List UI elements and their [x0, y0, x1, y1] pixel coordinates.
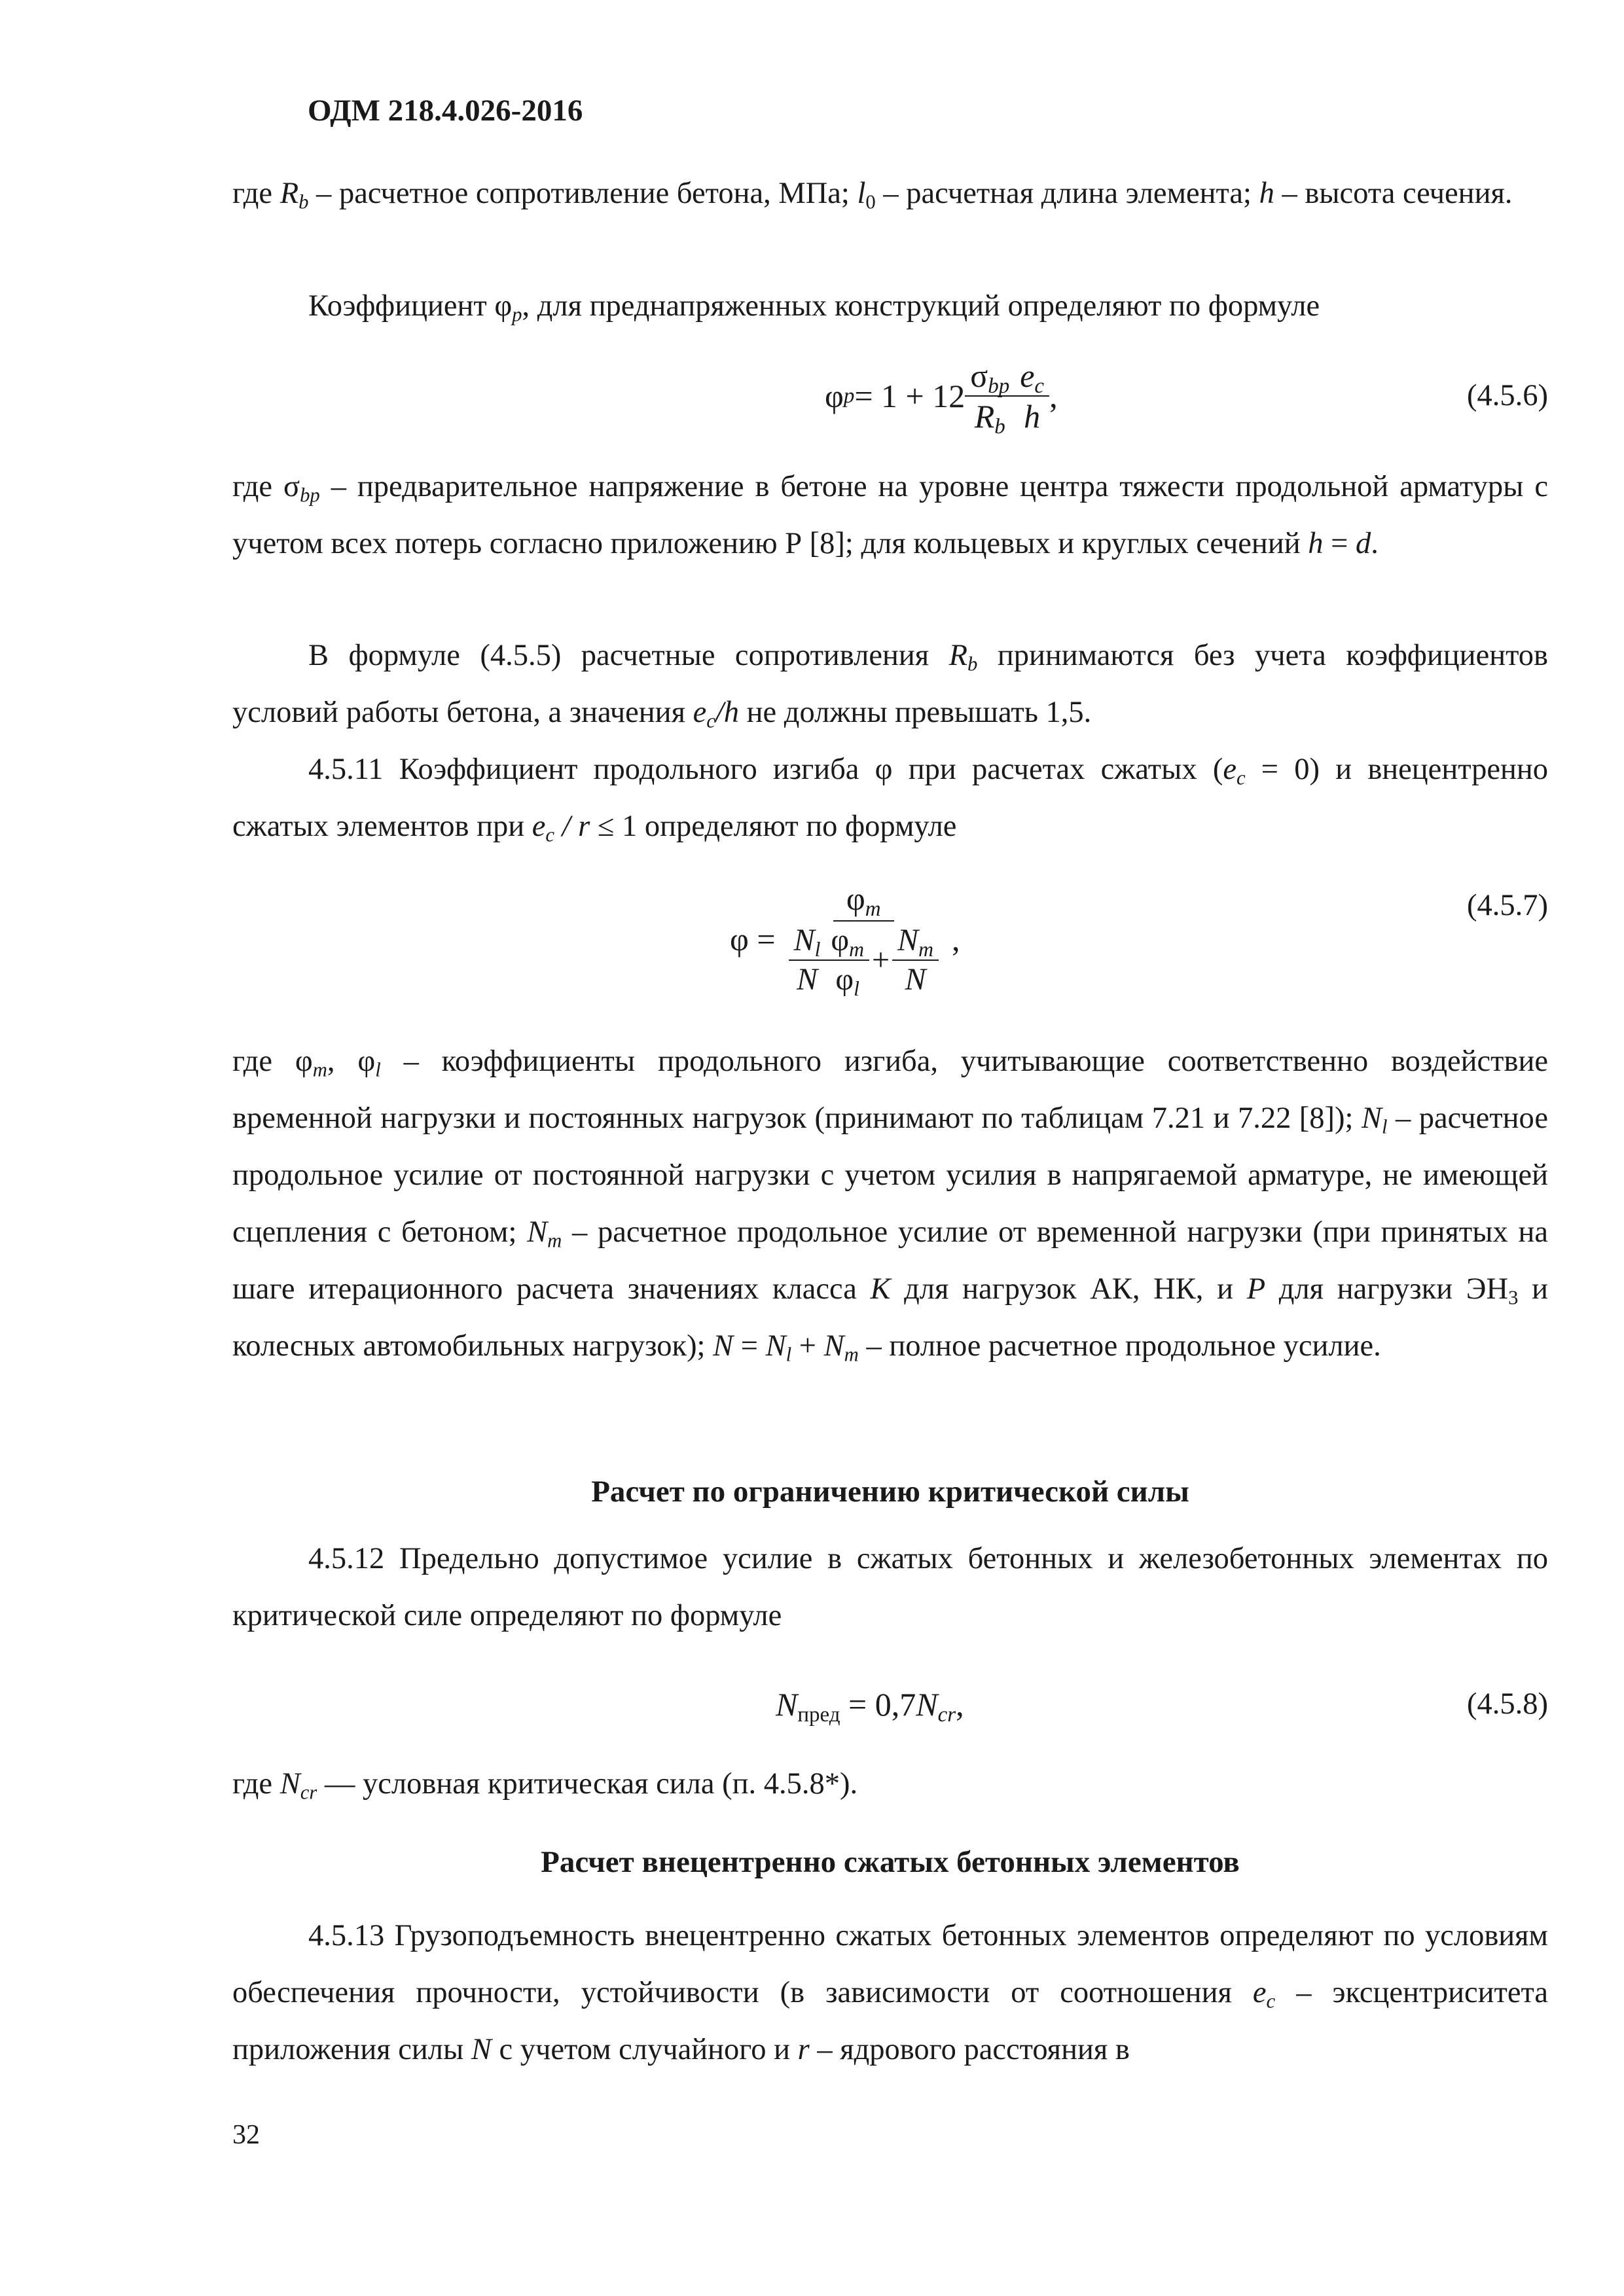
- paragraph-4-5-12: 4.5.12 Предельно допустимое усилие в сжатых бетонных и железобетонных элементах по критической силе определяют по формуле: [232, 1542, 1548, 1632]
- paragraph-4-5-13: 4.5.13 Грузоподъемность внецентренно сжатых бетонных элементов определяют по условиям обеспечения прочности, устойчивости (в зависимости от соотношения $e_c$ – эксцентриситета приложения силы N с учетом случайного и r – ядрового расстояния в: [232, 1919, 1548, 2066]
- paragraph-4-5-11: 4.5.11 Коэффициент продольного изгиба φ при расчетах сжатых $(e_c = 0)$ и внецентренно сжатых элементов при $e_c / r \le 1$ определяют по формуле: [232, 753, 1548, 846]
- section-heading-eccentric-concrete: Расчет внецентренно сжатых бетонных элементов: [541, 1845, 1240, 1879]
- paragraph-phi-p-intro: Коэффициент $\varphi_p$, для преднапряженных конструкций определяют по формуле: [308, 289, 1320, 326]
- paragraph-rb-definition: где $R_b$ – расчетное сопротивление бетона, МПа; $l_0$ – расчетная длина элемента; h – высота сечения.: [232, 177, 1513, 213]
- paragraph-phi-m-definition: где $\varphi_m$, $\varphi_l$ – коэффициенты продольного изгиба, учитывающие соответственно воздействие временной нагрузки и постоянных нагрузок (принимают по таблицам 7.21 и 7.22 [8]); $N_l$ – расчетное продольное усилие от постоянной нагрузки с учетом усилия в напрягаемой арматуре, не имеющей сцепления с бетоном; $N_m$ – расчетное продольное усилие от временной нагрузки (при принятых на шаге итерационного расчета значениях класса К для нагрузок АК, НК, и Р для нагрузки $ЭН_3$ и колесных автомобильных нагрузок); $N = N_l + N_m$ – полное расчетное продольное усилие.: [232, 1045, 1549, 1366]
- section-heading-critical-force: Расчет по ограничению критической силы: [591, 1475, 1189, 1509]
- page-header: ОДМ 218.4.026-2016: [308, 94, 583, 128]
- formula-number: (4.5.7): [1467, 889, 1548, 922]
- formula-number: (4.5.8): [1467, 1687, 1548, 1721]
- paragraph-ncr-definition: где $N_{cr}$ — условная критическая сила (п. 4.5.8*).: [232, 1767, 858, 1804]
- paragraph-formula-note: В формуле (4.5.5) расчетные сопротивления $R_b$ принимаются без учета коэффициентов условий работы бетона, а значения $e_c/h$ не должны превышать 1,5.: [232, 639, 1549, 732]
- formula-4-5-8: $N_{пред} = 0,7N_{cr}$, (4.5.8): [776, 1686, 1548, 1727]
- paragraph-sigma-bp-definition: где $\sigma_{bp}$ – предварительное напряжение в бетоне на уровне центра тяжести продольной арматуры с учетом всех потерь согласно приложению Р [8]; для кольцевых и круглых сечений h = d.: [232, 470, 1548, 560]
- formula-number: (4.5.6): [1467, 379, 1548, 412]
- formula-4-5-7: φ = $\varphi_m$ $\frac{N_l}{N}$ $\frac{\varphi_m}{\varphi_l}$ + $\frac{N_m}{N}$ , (4.5.7): [730, 880, 1548, 1001]
- formula-4-5-6: φ p = 1 + 12 $\frac{\sigma_{bp}}{R_b}$ $\frac{e_c}{h}$ , (4.5.6): [825, 357, 1548, 439]
- page-number: 32: [232, 2120, 260, 2150]
